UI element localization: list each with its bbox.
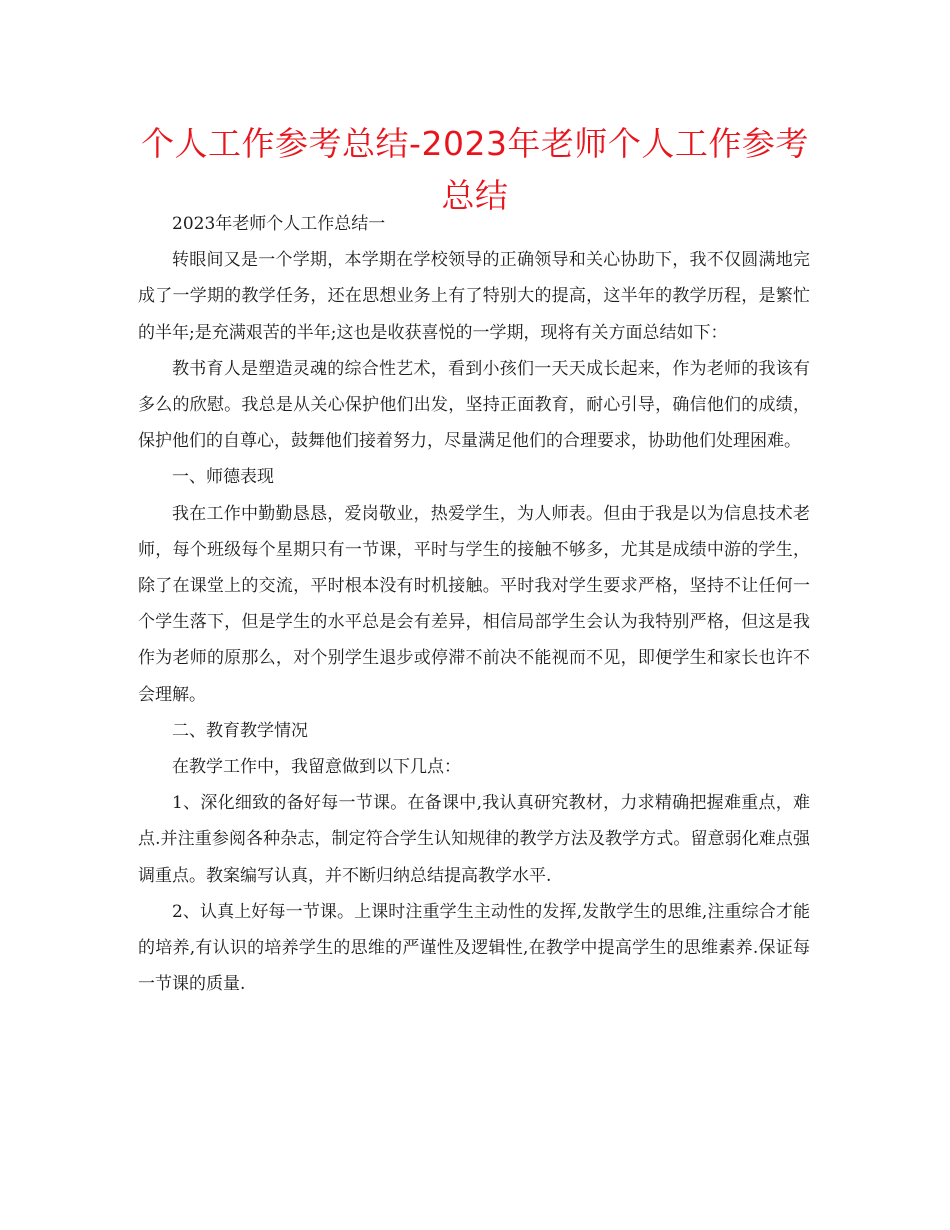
paragraph-intro: 转眼间又是一个学期，本学期在学校领导的正确领导和关心协助下，我不仅圆满地完成了一学期的教学任务，还在思想业务上有了特别大的提高，这半年的教学历程，是繁忙的半年;是充满艰苦的半年;这也是收获喜悦的一学期，现将有关方面总结如下： bbox=[138, 250, 810, 343]
document-title: 个人工作参考总结-2023年老师个人工作参考总结 bbox=[141, 124, 809, 215]
paragraph-section-heading: 2023年老师个人工作总结一 bbox=[172, 214, 386, 234]
document-body bbox=[138, 206, 810, 1002]
paragraph-education: 教书育人是塑造灵魂的综合性艺术，看到小孩们一天天成长起来，作为老师的我该有多么的欣慰。我总是从关心保护他们出发，坚持正面教育，耐心引导，确信他们的成绩，保护他们的自尊心，鼓舞他们接着努力，尽量满足他们的合理要求，协助他们处理困难。 bbox=[138, 358, 810, 452]
paragraph-teaching-points: 在教学工作中，我留意做到以下几点： bbox=[172, 757, 461, 778]
paragraph-point-2: 2、认真上好每一节课。上课时注重学生主动性的发挥,发散学生的思维,注重综合才能的培养,有认识的培养学生的思维的严谨性及逻辑性,在教学中提高学生的思维素养.保证每一节课的质量. bbox=[138, 901, 810, 995]
paragraph-point-1: 1、深化细致的备好每一节课。在备课中,我认真研究教材，力求精确把握难重点，难点.并注重参阅各种杂志，制定符合学生认知规律的教学方法及教学方式。留意弱化难点强调重点。教案编写认真，并不断归纳总结提高教学水平. bbox=[138, 793, 810, 886]
heading-teaching-situation: 二、教育教学情况 bbox=[172, 720, 308, 741]
heading-teacher-ethics: 一、师德表现 bbox=[172, 467, 274, 488]
paragraph-teacher-ethics: 我在工作中勤勤恳恳，爱岗敬业，热爱学生，为人师表。但由于我是以为信息技术老师，每个班级每个星期只有一节课，平时与学生的接触不够多，尤其是成绩中游的学生，除了在课堂上的交流，平时根本没有时机接触。平时我对学生要求严格，坚持不让任何一个学生落下，但是学生的水平总是会有差异，相信局部学生会认为我特别严格，但这是我作为老师的原那么，对个别学生退步或停滞不前决不能视而不见，即便学生和家长也许不会理解。 bbox=[138, 503, 810, 705]
